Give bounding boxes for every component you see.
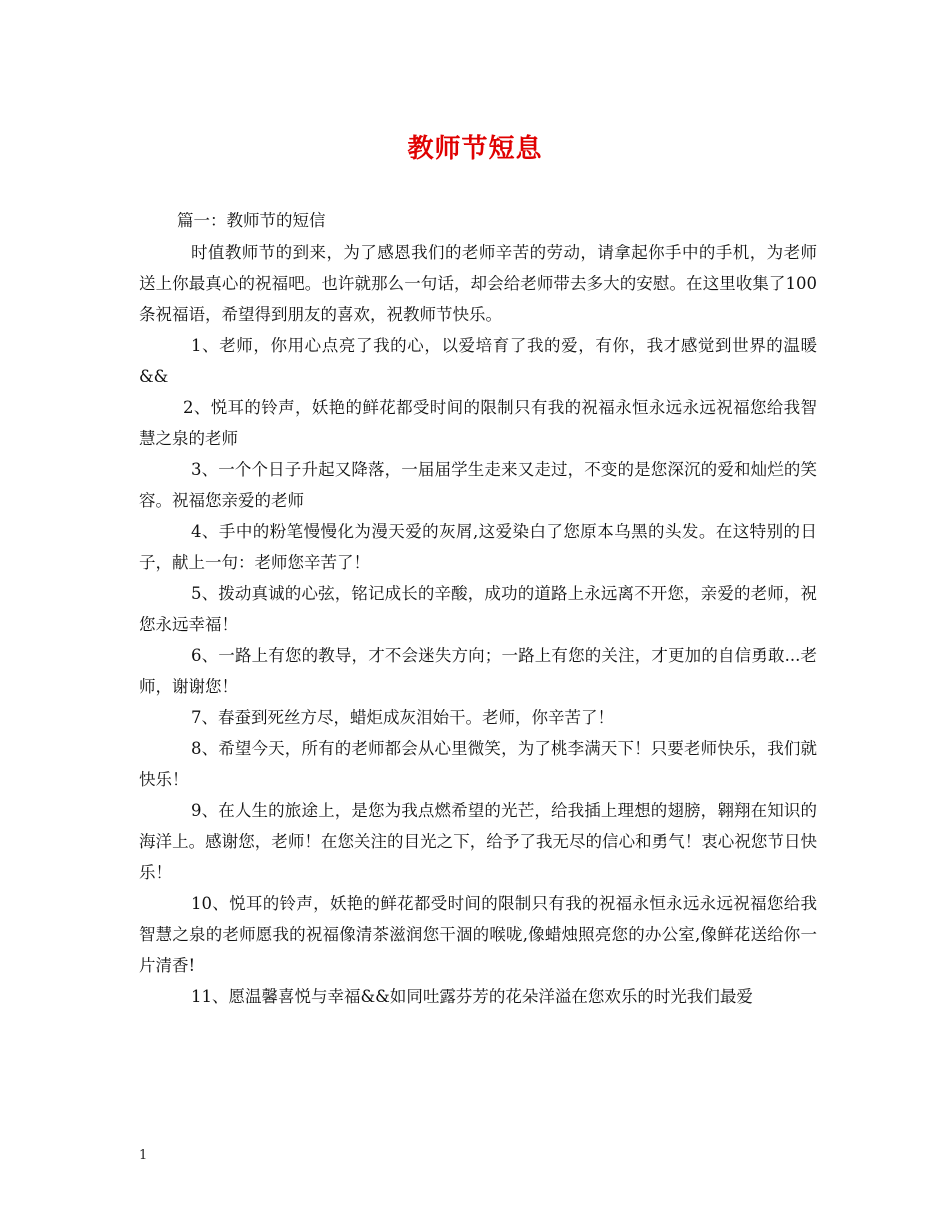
message-10: 10、悦耳的铃声，妖艳的鲜花都受时间的限制只有我的祝福永恒永远永远祝福您给我智慧之泉的老师愿我的祝福像清茶滋润您干涸的喉咙,像蜡烛照亮您的办公室,像鲜花送给你一片清香! bbox=[139, 894, 817, 975]
message-6: 6、一路上有您的教导，才不会迷失方向；一路上有您的关注，才更加的自信勇敢...老师，谢谢您！ bbox=[139, 646, 817, 696]
section-heading: 篇一：教师节的短信 bbox=[177, 211, 326, 230]
message-2: 2、悦耳的铃声，妖艳的鲜花都受时间的限制只有我的祝福永恒永远永远祝福您给我智慧之泉的老师 bbox=[139, 398, 817, 448]
message-7: 7、春蚕到死丝方尽，蜡炬成灰泪始干。老师，你辛苦了！ bbox=[191, 708, 614, 727]
message-3: 3、一个个日子升起又降落，一届届学生走来又走过，不变的是您深沉的爱和灿烂的笑容。祝福您亲爱的老师 bbox=[139, 460, 817, 510]
message-4: 4、手中的粉笔慢慢化为漫天爱的灰屑,这爱染白了您原本乌黑的头发。在这特别的日子，献上一句：老师您辛苦了！ bbox=[139, 522, 817, 572]
message-8: 8、希望今天，所有的老师都会从心里微笑，为了桃李满天下！只要老师快乐，我们就快乐！ bbox=[139, 739, 817, 789]
message-1: 1、老师，你用心点亮了我的心，以爱培育了我的爱，有你，我才感觉到世界的温暖&& bbox=[139, 336, 817, 386]
message-9: 9、在人生的旅途上，是您为我点燃希望的光芒，给我插上理想的翅膀，翱翔在知识的海洋上。感谢您，老师！在您关注的目光之下，给予了我无尽的信心和勇气！衷心祝您节日快乐！ bbox=[139, 801, 817, 882]
page-number: 1 bbox=[139, 1148, 148, 1163]
document-title: 教师节短息 bbox=[407, 134, 543, 164]
intro-paragraph: 时值教师节的到来，为了感恩我们的老师辛苦的劳动，请拿起你手中的手机，为老师送上你最真心的祝福吧。也许就那么一句话，却会给老师带去多大的安慰。在这里收集了100条祝福语，希望得到朋友的喜欢，祝教师节快乐。 bbox=[139, 243, 817, 324]
message-5: 5、拨动真诚的心弦，铭记成长的辛酸，成功的道路上永远离不开您，亲爱的老师，祝您永远幸福！ bbox=[139, 584, 817, 634]
document-body bbox=[139, 206, 817, 1012]
message-11: 11、愿温馨喜悦与幸福&&如同吐露芬芳的花朵洋溢在您欢乐的时光我们最爱 bbox=[191, 987, 753, 1006]
